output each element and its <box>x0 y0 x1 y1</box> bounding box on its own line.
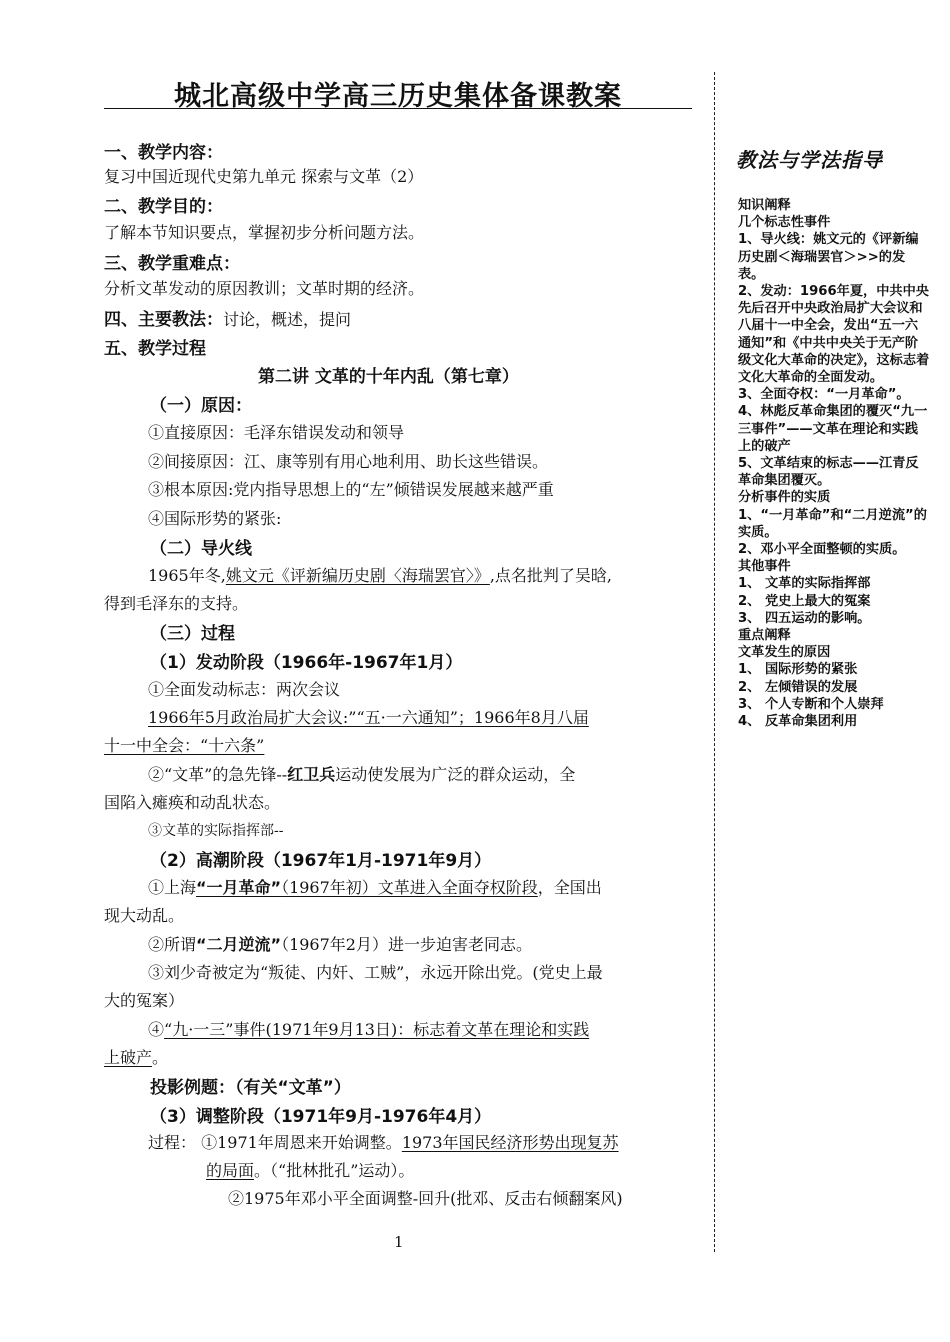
stage2-line1-underlined: （1967年初）文革进入全面夺权阶段 <box>281 878 538 897</box>
content-text: 复习中国近现代史第九单元 探索与文革（2） <box>104 167 424 186</box>
stage2-line3 <box>148 932 532 955</box>
sidebar-notes <box>738 197 930 730</box>
stage3-line2-underlined: 的局面 <box>206 1161 255 1180</box>
sidebar-line: 3、 四五运动的影响。 <box>738 610 871 626</box>
method-heading: 四、主要教法： <box>104 310 223 330</box>
stage1-line4-a: ②“文革”的急先锋-- <box>148 765 288 784</box>
fuse-heading: （二）导火线 <box>150 539 252 559</box>
sidebar-line: 1、导火线：姚文元的《评新编历史剧＜海瑞罢官＞>>的发表。 <box>738 232 919 282</box>
stage2-line7 <box>104 1045 168 1068</box>
stage2-line4: ③刘少奇被定为“叛徒、内奸、工贼”，永远开除出党。(党史上最 <box>148 963 603 982</box>
bankruptcy-text: 上破产 <box>104 1048 153 1067</box>
process-heading: 五、教学过程 <box>104 339 206 359</box>
stage1-line2: 1966年5月政治局扩大会议:”“五·一六通知”；1966年8月八届 <box>148 708 589 727</box>
sidebar-line: 2、邓小平全面整顿的实质。 <box>738 542 906 558</box>
stage2-line1-b: ，全国出 <box>537 878 602 897</box>
sidebar-line: 2、发动：1966年夏，中共中央先后召开中央政治局扩大会议和八届十一中全会，发出“五一六通知”和《中共中央关于无产阶级文化大革命的决定》，这标志着文化大革命的全面发动。 <box>738 284 930 386</box>
sidebar-line: 5、文革结束的标志——江青反革命集团覆灭。 <box>738 456 919 489</box>
sidebar-line: 3、 个人专断和个人崇拜 <box>738 696 884 712</box>
cause-root: ③根本原因:党内指导思想上的“左”倾错误发展越来越严重 <box>148 480 554 499</box>
fuse-article-title: 姚文元《评新编历史剧〈海瑞罢官〉》 <box>225 566 490 585</box>
stage1-line6: ③文革的实际指挥部-- <box>148 823 284 839</box>
february-countercurrent-term: “二月逆流” <box>196 935 282 954</box>
cause-indirect: ②间接原因：江、康等别有用心地利用、助长这些错误。 <box>148 452 549 471</box>
stage3-heading: （3）调整阶段（1971年9月-1976年4月） <box>150 1107 492 1127</box>
economic-recovery-text: 1973年国民经济形势出现复苏 <box>401 1133 619 1152</box>
document-title: 城北高级中学高三历史集体备课教案 <box>174 81 622 112</box>
key-heading: 三、教学重难点： <box>104 254 240 274</box>
sidebar-line: 4、 反革命集团利用 <box>738 714 858 730</box>
nine-thirteen-event: “九·一三”事件(1971年9月13日)：标志着文革在理论和实践 <box>164 1020 590 1039</box>
title-underline <box>104 108 692 109</box>
stage3-line2-b: 。（“批林批孔”运动）。 <box>254 1161 415 1180</box>
causes-heading: （一）原因： <box>150 396 252 416</box>
sidebar-line: 2、 左倾错误的发展 <box>738 679 858 695</box>
stage2-line1-a: ①上海 <box>148 878 197 897</box>
lecture-title: 第二讲 文革的十年内乱（第七章） <box>258 367 519 387</box>
sidebar-line: 1、 国际形势的紧张 <box>738 662 858 678</box>
stage2-line1 <box>148 875 602 898</box>
sidebar-line: 文革发生的原因 <box>738 645 831 661</box>
fuse-paragraph-line1 <box>148 563 612 586</box>
stage1-line1: ①全面发动标志：两次会议 <box>148 680 341 699</box>
sidebar-line: 2、 党史上最大的冤案 <box>738 593 871 609</box>
fuse-text-a: 1965年冬, <box>148 566 226 585</box>
goal-text: 了解本节知识要点，掌握初步分析问题方法。 <box>104 223 425 242</box>
sidebar-line: 4、林彪反革命集团的覆灭“九一三事件”——文革在理论和实践上的破产 <box>738 404 928 454</box>
sidebar-line: 几个标志性事件 <box>738 215 831 231</box>
stage2-line6-a: ④ <box>148 1020 165 1039</box>
cause-direct: ①直接原因：毛泽东错误发动和领导 <box>148 423 405 442</box>
fuse-text-b: ,点名批判了吴晗, <box>489 566 613 585</box>
cause-international: ④国际形势的紧张: <box>148 509 282 528</box>
stage2-heading: （2）高潮阶段（1967年1月-1971年9月） <box>150 851 492 871</box>
goal-heading: 二、教学目的： <box>104 197 223 217</box>
content-heading: 一、教学内容： <box>104 143 223 163</box>
stage1-line3: 十一中全会：“十六条” <box>104 736 265 755</box>
sidebar-line: 1、 文革的实际指挥部 <box>738 576 871 592</box>
stage1-line4-b: 运动使发展为广泛的群众运动，全 <box>335 765 576 784</box>
key-text: 分析文革发动的原因教训；文革时期的经济。 <box>104 279 425 298</box>
stage3-line2 <box>206 1158 414 1181</box>
process-subheading: （三）过程 <box>150 624 235 644</box>
sidebar-line: 重点阐释 <box>738 628 791 644</box>
stage3-line3: ②1975年邓小平全面调整-回升(批邓、反击右倾翻案风) <box>228 1189 623 1208</box>
sidebar-line: 3、全面夺权：“一月革命”。 <box>738 387 910 403</box>
sidebar-line: 1、“一月革命”和“二月逆流”的实质。 <box>738 507 927 540</box>
stage2-line2: 现大动乱。 <box>104 906 185 925</box>
stage1-line5: 国陷入瘫痪和动乱状态。 <box>104 793 281 812</box>
column-divider <box>714 72 715 1252</box>
stage2-line3-b: （1967年2月）进一步迫害老同志。 <box>281 935 532 954</box>
stage3-line1-a: 过程： ①1971年周恩来开始调整。 <box>148 1133 402 1152</box>
stage2-line3-a: ②所谓 <box>148 935 197 954</box>
stage2-line7-b: 。 <box>152 1048 169 1067</box>
stage2-line5: 大的冤案） <box>104 991 185 1010</box>
sidebar-title: 教法与学法指导 <box>736 148 883 172</box>
stage1-heading: （1）发动阶段（1966年-1967年1月） <box>150 653 463 673</box>
page-number: 1 <box>394 1233 404 1251</box>
method-line <box>104 305 351 330</box>
january-revolution-term: “一月革命” <box>196 878 282 897</box>
fuse-paragraph-line2: 得到毛泽东的支持。 <box>104 594 249 613</box>
stage2-line6 <box>148 1017 589 1040</box>
red-guards-term: 红卫兵 <box>287 765 336 784</box>
sidebar-line: 分析事件的实质 <box>738 490 831 506</box>
method-text: 讨论，概述，提问 <box>223 310 352 329</box>
projection-example: 投影例题：（有关“文革”） <box>150 1078 351 1098</box>
sidebar-line: 其他事件 <box>738 559 791 575</box>
stage1-line4 <box>148 762 575 785</box>
sidebar-line: 知识阐释 <box>738 198 791 213</box>
stage3-line1 <box>148 1130 619 1153</box>
